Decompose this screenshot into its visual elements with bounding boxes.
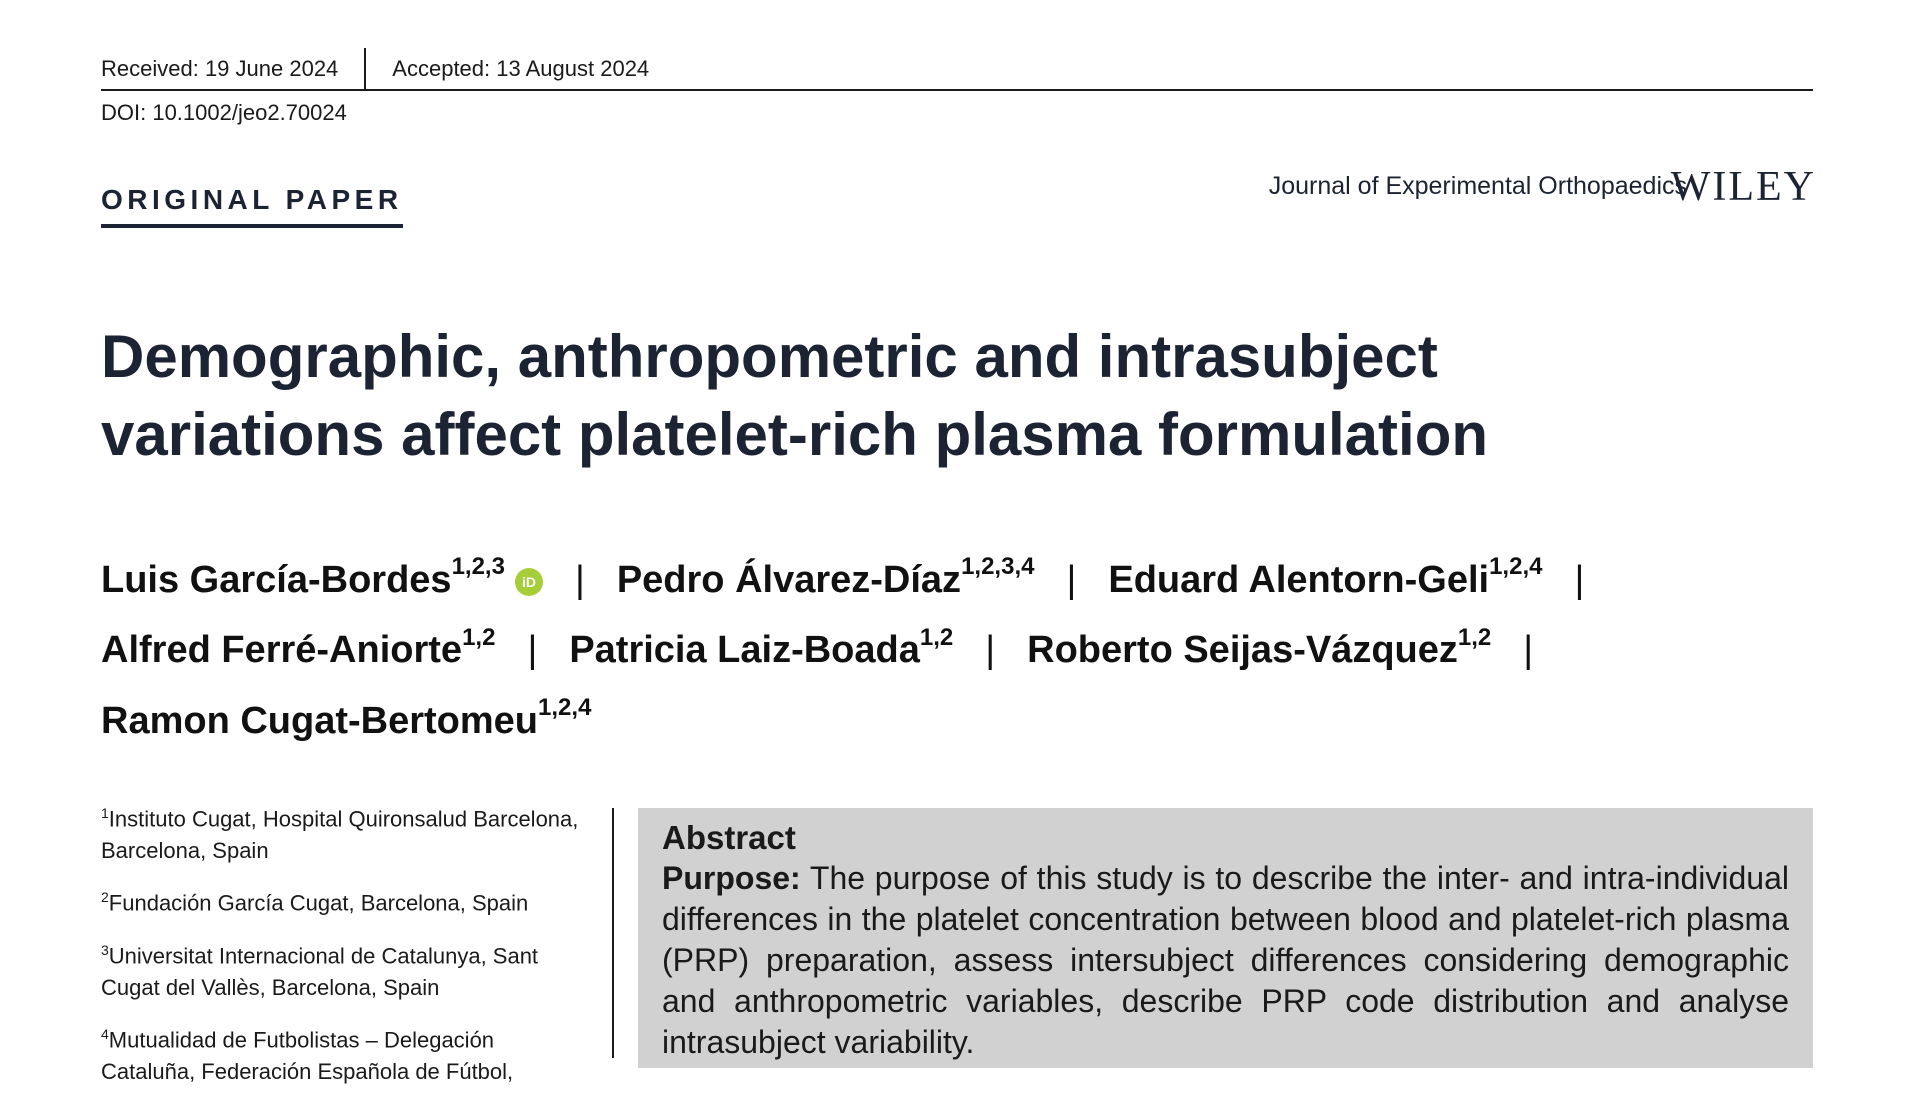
author-name: Ramon Cugat-Bertomeu [101, 699, 539, 742]
author-separator: | [1523, 629, 1534, 672]
author-affiliation-numbers: 1,2,3 [451, 553, 505, 580]
author-separator: | [1574, 558, 1585, 601]
affiliation-number: 2 [101, 889, 109, 906]
section-label: ORIGINAL PAPER [101, 184, 403, 228]
author-affiliation-numbers: 1,2 [462, 623, 496, 651]
publisher-logo: WILEY [1670, 164, 1816, 210]
affiliation-text: Mutualidad de Futbolistas – Delegación Cataluña, Federación Española de Fútbol, [101, 1027, 514, 1085]
author-name: Patricia Laiz-Boada [569, 629, 920, 672]
author-name: Roberto Seijas-Vázquez [1027, 629, 1458, 672]
author[interactable] [101, 623, 496, 672]
author[interactable] [101, 694, 592, 742]
affiliation-number: 3 [101, 941, 109, 958]
author[interactable] [1027, 623, 1492, 672]
journal-name: Journal of Experimental Orthopaedics [1268, 172, 1687, 200]
affiliation-text: Fundación García Cugat, Barcelona, Spain [108, 890, 529, 916]
author[interactable] [616, 553, 1035, 601]
abstract-purpose [662, 858, 1789, 1063]
affiliation-item [101, 934, 591, 1004]
author-separator: | [527, 629, 538, 672]
author-separator: | [985, 629, 996, 672]
author-affiliation-numbers: 1,2,4 [1489, 553, 1543, 580]
affiliation-text: Universitat Internacional de Catalunya, Sant Cugat del Vallès, Barcelona, Spain [101, 942, 539, 1000]
author-name: Luis García-Bordes [101, 558, 452, 601]
abstract-heading: Abstract [662, 819, 796, 856]
author-list [101, 540, 1821, 752]
affiliation-number: 4 [101, 1025, 109, 1042]
orcid-icon[interactable]: iD [515, 568, 543, 596]
author[interactable] [101, 553, 543, 601]
author-name: Pedro Álvarez-Díaz [616, 558, 962, 601]
affiliations [101, 797, 591, 1102]
paper-title: Demographic, anthropometric and intrasubject variations affect platelet-rich plasma formulation [101, 323, 1489, 468]
affiliation-item [101, 797, 591, 867]
author[interactable] [569, 623, 954, 672]
author-affiliation-numbers: 1,2,4 [538, 694, 592, 722]
author-affiliation-numbers: 1,2 [919, 623, 954, 651]
affiliation-item [101, 1018, 591, 1088]
author-affiliation-numbers: 1,2,3,4 [961, 553, 1035, 580]
author-name: Alfred Ferré-Aniorte [101, 629, 463, 672]
author[interactable] [1108, 553, 1543, 601]
author-name: Eduard Alentorn-Geli [1108, 558, 1490, 601]
affiliation-text: Instituto Cugat, Hospital Quironsalud Barcelona, Barcelona, Spain [101, 806, 579, 864]
article-dates-bar [101, 48, 1813, 91]
abstract-box [638, 808, 1813, 1068]
affiliation-item [101, 881, 591, 919]
accepted-date: Accepted: 13 August 2024 [392, 55, 650, 81]
affiliation-number: 1 [101, 805, 109, 821]
purpose-label: Purpose: [662, 860, 801, 896]
author-separator: | [574, 558, 585, 601]
received-date: Received: 19 June 2024 [101, 55, 339, 81]
purpose-text: The purpose of this study is to describe the inter- and intra-individual differences in the platelet concentration between blood and platelet-rich plasma (PRP) preparation, assess intersubject differences considering demographic and anthropometric variables, describe PRP code distribution and analyse intrasubject variability. [662, 860, 1790, 1060]
author-separator: | [1066, 558, 1077, 601]
column-divider [612, 808, 614, 1058]
author-affiliation-numbers: 1,2 [1457, 623, 1492, 651]
doi-link[interactable]: DOI: 10.1002/jeo2.70024 [101, 100, 347, 125]
